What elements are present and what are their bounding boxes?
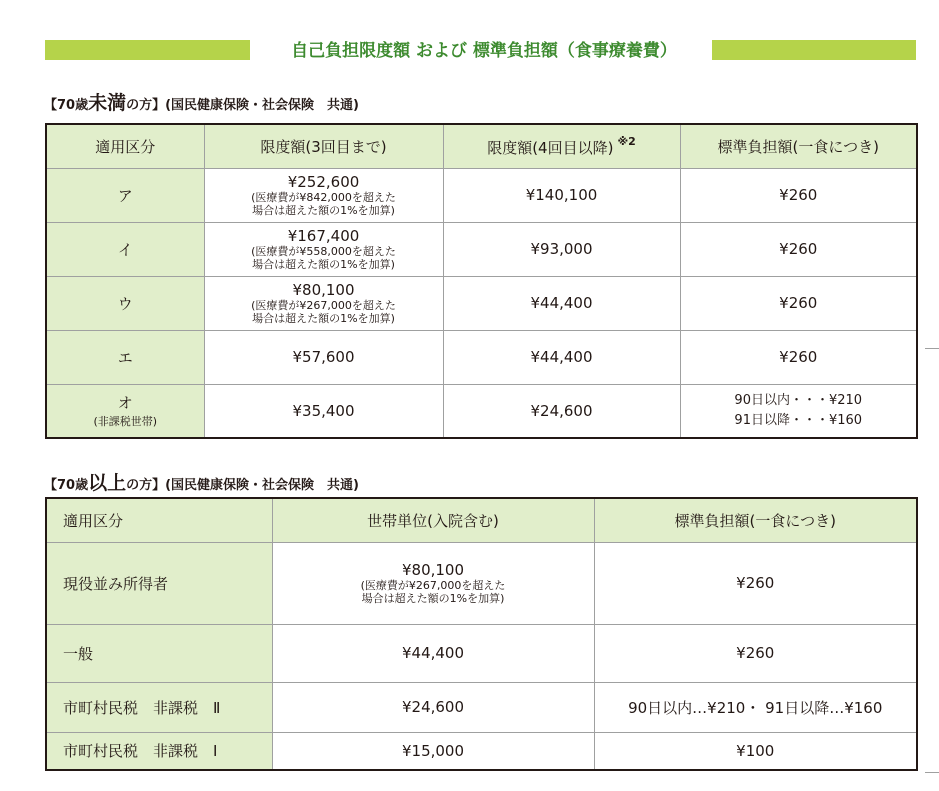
table-row bbox=[46, 168, 917, 222]
section2-heading bbox=[44, 468, 359, 495]
meal-cell: ¥260 bbox=[594, 624, 917, 682]
category-cell: 一般 bbox=[46, 624, 272, 682]
limit4-cell: ¥44,400 bbox=[443, 330, 680, 384]
meal-line2: 91日以降・・・¥160 bbox=[734, 412, 863, 428]
header-household: 世帯単位(入院含む) bbox=[272, 498, 594, 542]
section1-heading bbox=[44, 88, 359, 115]
table-header-row bbox=[46, 498, 917, 542]
table-row bbox=[46, 624, 917, 682]
header-meal: 標準負担額(一食につき) bbox=[680, 124, 917, 168]
limit3-note-line1: (医療費が¥267,000を超えた bbox=[251, 298, 396, 312]
title-bar-left bbox=[45, 40, 250, 60]
limit3-cell: ¥57,600 bbox=[204, 330, 443, 384]
limit4-cell: ¥140,100 bbox=[443, 168, 680, 222]
meal-line1: 90日以内・・・¥210 bbox=[734, 392, 863, 408]
table-row bbox=[46, 222, 917, 276]
table-row bbox=[46, 542, 917, 624]
household-cell: ¥15,000 bbox=[272, 732, 594, 770]
category-cell: 市町村民税 非課税 Ⅱ bbox=[46, 682, 272, 732]
category-cell: 現役並み所得者 bbox=[46, 542, 272, 624]
category-sublabel: (非課税世帯) bbox=[93, 415, 158, 429]
header-limit-4th bbox=[443, 124, 680, 168]
table-header-row bbox=[46, 124, 917, 168]
header-limit-3rd: 限度額(3回目まで) bbox=[204, 124, 443, 168]
table-row bbox=[46, 330, 917, 384]
limit4-cell: ¥24,600 bbox=[443, 384, 680, 438]
limit3-cell: ¥35,400 bbox=[204, 384, 443, 438]
page-title: 自己負担限度額 および 標準負担額（食事療養費） bbox=[291, 41, 677, 61]
limit3-amount: ¥167,400 bbox=[287, 226, 360, 245]
meal-cell: ¥100 bbox=[594, 732, 917, 770]
meal-cell bbox=[680, 384, 917, 438]
limit4-cell: ¥44,400 bbox=[443, 276, 680, 330]
household-cell: ¥24,600 bbox=[272, 682, 594, 732]
header-category: 適用区分 bbox=[46, 498, 272, 542]
limit3-note-line1: (医療費が¥842,000を超えた bbox=[251, 190, 396, 204]
category-label: オ bbox=[117, 394, 133, 413]
header-category: 適用区分 bbox=[46, 124, 204, 168]
crop-mark bbox=[925, 772, 939, 773]
table-row bbox=[46, 384, 917, 438]
table-row bbox=[46, 276, 917, 330]
over70-table bbox=[45, 497, 918, 771]
footnote-mark: ※2 bbox=[617, 134, 636, 148]
section1-heading-open: 【70歳 bbox=[44, 98, 89, 113]
meal-cell: ¥260 bbox=[594, 542, 917, 624]
meal-cell: 90日以内…¥210・ 91日以降…¥160 bbox=[594, 682, 917, 732]
household-cell bbox=[272, 542, 594, 624]
table-row bbox=[46, 682, 917, 732]
category-cell: 市町村民税 非課税 Ⅰ bbox=[46, 732, 272, 770]
limit3-note-line2: 場合は超えた額の1%を加算) bbox=[252, 203, 395, 217]
section2-heading-rest: の方】(国民健康保険・社会保険 共通) bbox=[126, 478, 359, 493]
limit3-cell bbox=[204, 222, 443, 276]
category-cell: ウ bbox=[46, 276, 204, 330]
category-cell: ア bbox=[46, 168, 204, 222]
limit3-amount: ¥252,600 bbox=[287, 172, 360, 191]
category-cell: イ bbox=[46, 222, 204, 276]
section1-heading-rest: の方】(国民健康保険・社会保険 共通) bbox=[126, 98, 359, 113]
limit3-amount: ¥80,100 bbox=[292, 280, 355, 299]
category-cell: エ bbox=[46, 330, 204, 384]
header-meal: 標準負担額(一食につき) bbox=[594, 498, 917, 542]
title-bar-right bbox=[712, 40, 916, 60]
limit3-cell bbox=[204, 168, 443, 222]
limit3-note-line2: 場合は超えた額の1%を加算) bbox=[252, 257, 395, 271]
table-row bbox=[46, 732, 917, 770]
section1-heading-big: 未満 bbox=[88, 92, 127, 114]
section2-heading-open: 【70歳 bbox=[44, 478, 89, 493]
meal-cell: ¥260 bbox=[680, 168, 917, 222]
limit3-note-line1: (医療費が¥558,000を超えた bbox=[251, 244, 396, 258]
meal-cell: ¥260 bbox=[680, 222, 917, 276]
header-limit-4th-label: 限度額(4回目以降) bbox=[487, 138, 614, 157]
under70-table bbox=[45, 123, 918, 439]
section2-heading-big: 以上 bbox=[88, 472, 127, 494]
category-cell bbox=[46, 384, 204, 438]
meal-cell: ¥260 bbox=[680, 330, 917, 384]
household-note-line1: (医療費が¥267,000を超えた bbox=[360, 578, 506, 592]
household-cell: ¥44,400 bbox=[272, 624, 594, 682]
crop-mark bbox=[925, 348, 939, 349]
limit3-note-line2: 場合は超えた額の1%を加算) bbox=[252, 311, 395, 325]
limit4-cell: ¥93,000 bbox=[443, 222, 680, 276]
household-note-line2: 場合は超えた額の1%を加算) bbox=[361, 591, 505, 605]
meal-cell: ¥260 bbox=[680, 276, 917, 330]
limit3-cell bbox=[204, 276, 443, 330]
household-amount: ¥80,100 bbox=[401, 560, 465, 579]
